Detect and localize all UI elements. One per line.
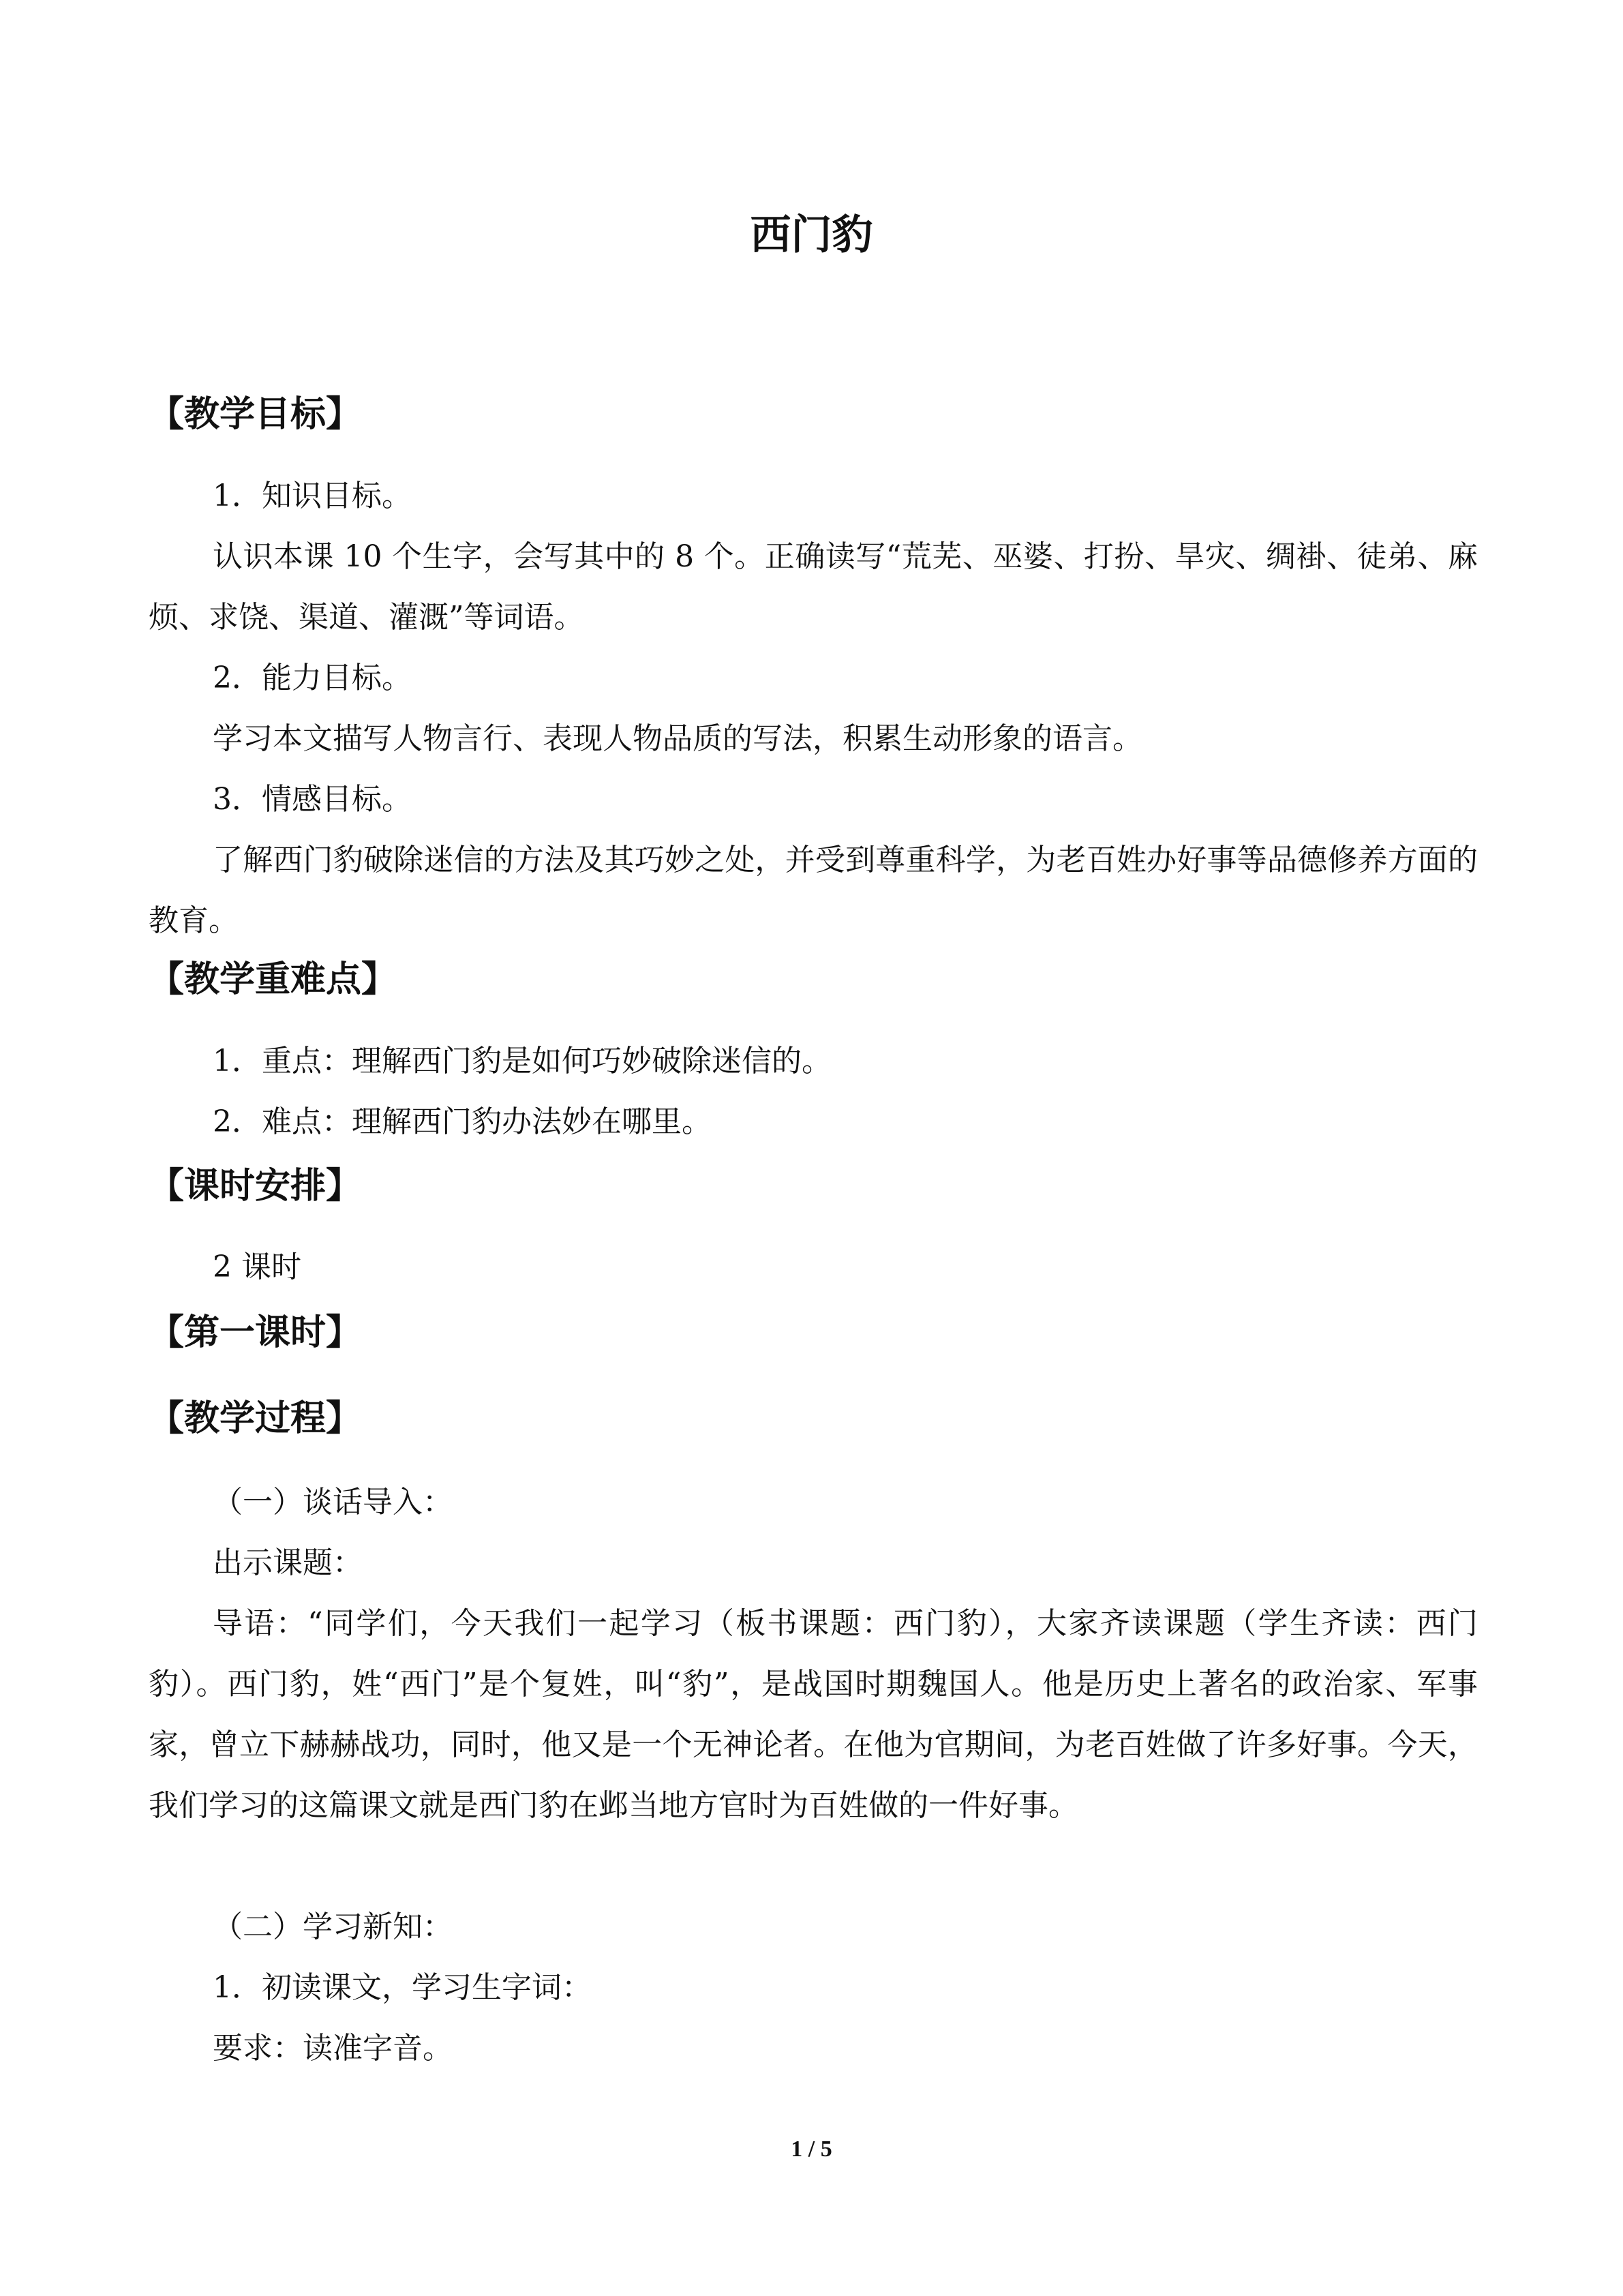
heading-teaching-process: 【教学过程】 bbox=[149, 1398, 362, 1439]
objective-knowledge-label: 1．知识目标。 bbox=[213, 479, 412, 513]
heading-teaching-objectives: 【教学目标】 bbox=[149, 394, 362, 435]
objective-emotion-text: 了解西门豹破除迷信的方法及其巧妙之处，并受到尊重科学，为老百姓办好事等品德修养方面的教育。 bbox=[149, 843, 1478, 938]
heading-schedule: 【课时安排】 bbox=[149, 1166, 362, 1207]
page-title: 西门豹 bbox=[750, 211, 873, 259]
process-intro: 导语：“同学们，今天我们一起学习（板书课题：西门豹），大家齐读课题（学生齐读：西门豹）。西门豹，姓“西门”是个复姓，叫“豹”，是战国时期魏国人。他是历史上著名的政治家、军事家，曾立下赫赫战功，同时，他又是一个无神论者。在他为官期间，为老百姓做了许多好事。今天，我们学习的这篇课文就是西门豹在邺当地方官时为百姓做的一件好事。 bbox=[149, 1606, 1478, 1823]
process-requirement: 要求：读准字音。 bbox=[213, 2031, 453, 2066]
key-point-1: 1．重点：理解西门豹是如何巧妙破除迷信的。 bbox=[213, 1044, 832, 1078]
heading-key-points: 【教学重难点】 bbox=[149, 959, 397, 1000]
schedule-text: 2 课时 bbox=[213, 1250, 301, 1284]
key-point-2: 2．难点：理解西门豹办法妙在哪里。 bbox=[213, 1104, 712, 1139]
process-step-2: （二）学习新知： bbox=[213, 1909, 453, 1944]
objective-knowledge-text: 认识本课 10 个生字，会写其中的 8 个。正确读写“荒芜、巫婆、打扮、旱灾、绸褂、徒弟、麻烦、求饶、渠道、灌溉”等词语。 bbox=[149, 539, 1478, 635]
objective-ability-text: 学习本文描写人物言行、表现人物品质的写法，积累生动形象的语言。 bbox=[213, 721, 1142, 756]
page-number: 1 / 5 bbox=[791, 2136, 832, 2162]
objective-ability-label: 2．能力目标。 bbox=[213, 661, 412, 695]
heading-first-lesson: 【第一课时】 bbox=[149, 1312, 362, 1353]
process-step-1: （一）谈话导入： bbox=[213, 1485, 453, 1520]
process-sub-1: 1．初读课文，学习生字词： bbox=[213, 1970, 592, 2005]
process-show-title: 出示课题： bbox=[213, 1545, 363, 1580]
objective-emotion-label: 3．情感目标。 bbox=[213, 782, 412, 817]
